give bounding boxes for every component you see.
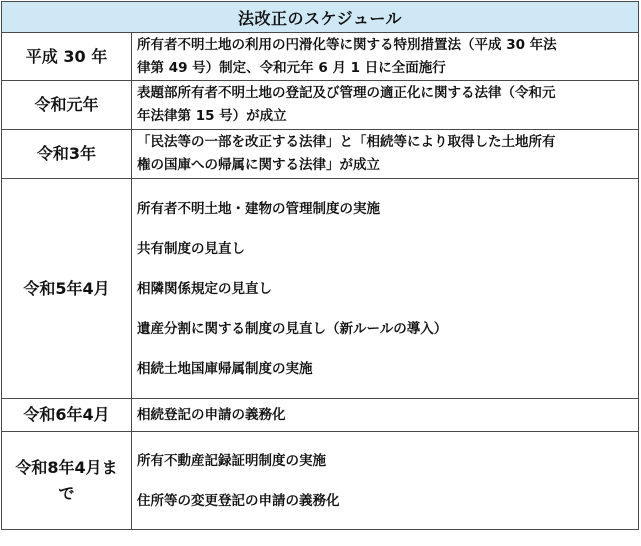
row-description [132,130,639,179]
era-label: 令和5年4月 [2,179,132,399]
table-row [2,33,639,81]
description-line: 相続登記の申請の義務化 [137,406,286,423]
description-line: 権の国庫への帰属に関する法律」が成立 [137,157,380,173]
description-line: 律第 49 号）制定、令和元年 6 月 1 日に全面施行 [137,59,446,76]
era-label-line: で [58,483,75,503]
row-description [132,399,639,432]
table-row [2,179,639,399]
description-line: 「民法等の一部を改正する法律」と「相続等により取得した土地所有 [137,134,556,150]
description-item: 所有不動産記録証明制度の実施 [137,452,326,469]
table-title: 法改正のスケジュール [2,2,639,33]
description-item: 所有者不明土地・建物の管理制度の実施 [137,200,380,217]
table-row [2,432,639,530]
era-label: 平成 30 年 [2,33,132,81]
schedule-table [1,1,639,530]
description-line: 所有者不明土地の利用の円滑化等に関する特別措置法（平成 30 年法 [137,36,557,53]
era-label: 令和3年 [2,130,132,179]
table-row [2,130,639,179]
description-item: 共有制度の見直し [137,240,245,257]
row-description [132,432,639,530]
era-label [2,432,132,530]
description-item: 相続土地国庫帰属制度の実施 [137,360,313,377]
description-line: 年法律第 15 号）が成立 [137,108,287,124]
title-row [2,2,639,33]
era-label-line: 令和8年4月ま [15,457,118,477]
row-description [132,33,639,81]
era-label: 令和6年4月 [2,399,132,432]
description-line: 表題部所有者不明土地の登記及び管理の適正化に関する法律（令和元 [137,85,556,101]
era-label: 令和元年 [2,81,132,130]
description-item: 遺産分割に関する制度の見直し（新ルールの導入） [137,320,448,337]
row-description [132,81,639,130]
description-item: 住所等の変更登記の申請の義務化 [137,492,340,509]
description-item: 相隣関係規定の見直し [137,280,272,297]
row-description [132,179,639,399]
table-row [2,399,639,432]
table-row [2,81,639,130]
